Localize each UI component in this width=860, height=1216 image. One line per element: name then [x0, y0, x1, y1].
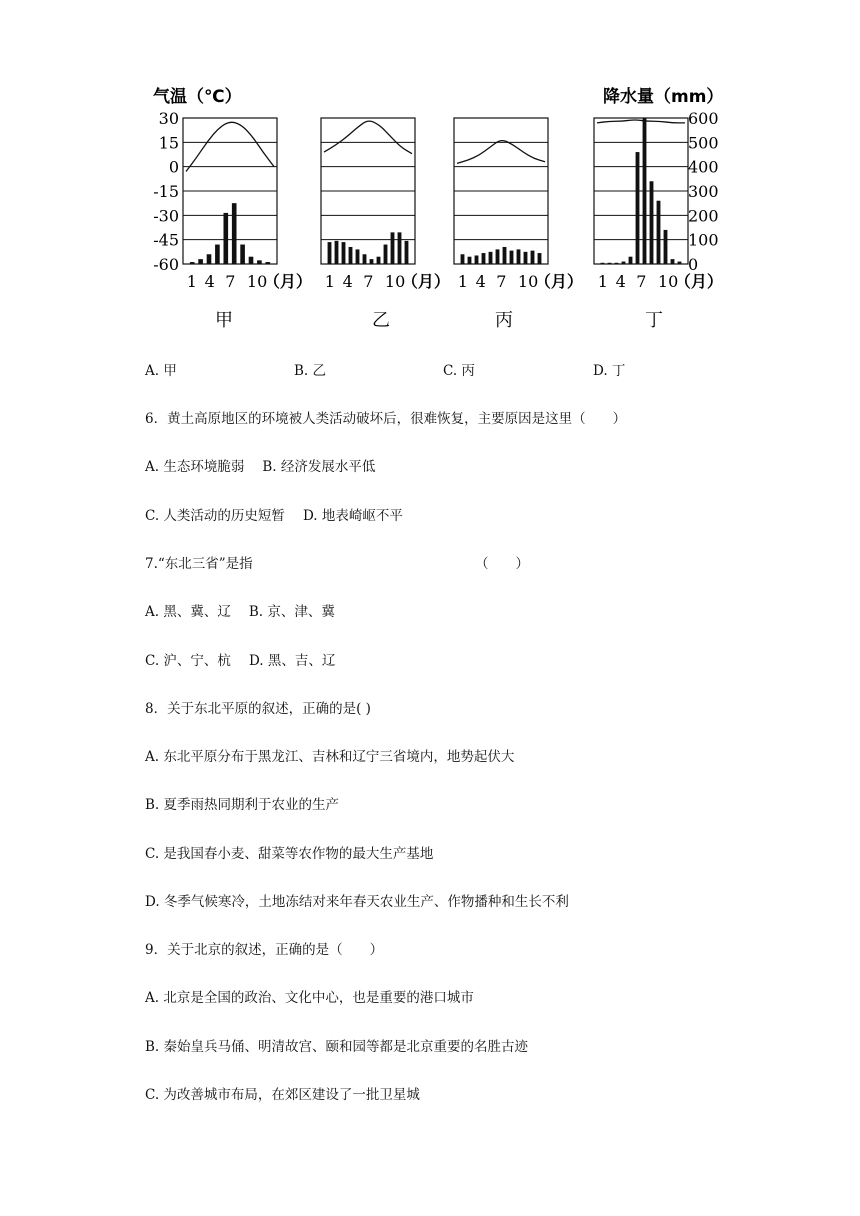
q7-answer-bracket: （ ） [475, 556, 529, 572]
precipitation-bar [496, 249, 500, 264]
precipitation-bar [650, 181, 654, 264]
precipitation-bar [664, 230, 668, 264]
temperature-tick-label: -60 [153, 255, 179, 274]
q5-option-d[interactable]: D. 丁 [593, 363, 626, 379]
q5-option-a[interactable]: A. 甲 [145, 363, 177, 379]
precipitation-tick-label: 500 [688, 133, 719, 153]
month-tick-label: 1 [457, 272, 468, 291]
q9-option-c[interactable]: C. 为改善城市布局，在郊区建设了一批卫星城 [145, 1087, 420, 1103]
q7-option-d[interactable]: D. 黑、吉、辽 [248, 653, 336, 669]
precipitation-bar [190, 262, 195, 264]
precipitation-bar [249, 257, 254, 264]
precipitation-bar [503, 247, 507, 264]
temperature-tick-label: -45 [153, 230, 179, 250]
precipitation-bar [198, 259, 203, 264]
precipitation-bar [257, 260, 262, 264]
precipitation-bar [328, 242, 332, 264]
precipitation-bar [657, 201, 661, 264]
month-tick-label: 4 [204, 272, 215, 291]
precipitation-tick-label: 600 [688, 109, 719, 128]
precipitation-bar [608, 263, 612, 264]
q5-option-c[interactable]: C. 丙 [443, 363, 475, 379]
precipitation-tick-label: 300 [688, 182, 719, 201]
precipitation-bar [363, 254, 367, 264]
precipitation-bar [671, 259, 675, 264]
q7-stem: 7.“东北三省”是指 [145, 556, 253, 572]
month-tick-label: 1 [597, 272, 608, 291]
panel-label: 丁 [645, 310, 663, 331]
q6-option-a[interactable]: A. 生态环境脆弱 [145, 459, 245, 475]
month-tick-label: 10 [246, 272, 268, 291]
precipitation-bar [335, 241, 339, 264]
month-unit-label: （月） [401, 272, 450, 291]
month-unit-label: （月） [674, 272, 723, 291]
q8-stem: 8．关于东北平原的叙述，正确的是( ) [145, 701, 371, 717]
climate-charts-figure [0, 0, 860, 340]
precipitation-bar [517, 249, 521, 264]
temperature-tick-label: 15 [158, 133, 179, 153]
q8-option-b[interactable]: B. 夏季雨热同期利于农业的生产 [145, 797, 340, 813]
precipitation-bar [678, 262, 682, 264]
precipitation-bar [207, 254, 212, 264]
month-tick-label: 7 [363, 272, 374, 291]
month-tick-label: 10 [657, 272, 679, 291]
q9-stem: 9．关于北京的叙述，正确的是（ ） [145, 942, 384, 958]
temperature-curve [186, 122, 274, 171]
q6-option-b[interactable]: B. 经济发展水平低 [262, 459, 376, 475]
precipitation-bar [370, 259, 374, 264]
precipitation-tick-label: 0 [688, 255, 699, 274]
precipitation-bar [510, 251, 514, 264]
panel-label: 乙 [372, 310, 390, 331]
precipitation-bar [223, 213, 228, 264]
q6-stem: 6．黄土高原地区的环境被人类活动破坏后，很难恢复，主要原因是这里（ ） [145, 411, 627, 427]
temperature-tick-label: -15 [153, 182, 179, 201]
month-tick-label: 1 [186, 272, 197, 291]
q9-option-a[interactable]: A. 北京是全国的政治、文化中心，也是重要的港口城市 [145, 990, 474, 1006]
q7-options-row1 [145, 602, 335, 622]
climate-panels [183, 118, 723, 331]
precipitation-bar [538, 253, 542, 264]
temperature-tick-label: 0 [168, 157, 179, 177]
precipitation-bar [377, 257, 381, 264]
q6-options-row1 [145, 457, 375, 477]
month-tick-label: 10 [384, 272, 406, 291]
month-unit-label: （月） [263, 272, 312, 291]
q6-option-c[interactable]: C. 人类活动的历史短暂 [145, 508, 285, 524]
precipitation-bar [215, 245, 220, 264]
precipitation-bar [615, 263, 619, 264]
precipitation-bar [643, 118, 647, 264]
precipitation-bar [461, 254, 465, 264]
panel-label: 丙 [495, 310, 513, 331]
precipitation-bar [384, 245, 388, 264]
precipitation-bar [240, 245, 245, 264]
climate-panel [454, 118, 583, 331]
precipitation-bar [601, 263, 605, 264]
month-tick-label: 4 [475, 272, 486, 291]
precipitation-axis-ticks [688, 109, 719, 274]
precipitation-bar [531, 251, 535, 264]
precipitation-tick-label: 100 [688, 230, 719, 250]
temperature-tick-label: 30 [158, 109, 179, 128]
month-tick-label: 4 [615, 272, 626, 291]
precipitation-bar [391, 232, 395, 264]
temperature-axis-ticks [153, 109, 179, 274]
precipitation-tick-label: 400 [688, 157, 719, 177]
precipitation-bar [622, 262, 626, 264]
q7-option-a[interactable]: A. 黑、冀、辽 [145, 604, 231, 620]
precipitation-bar [232, 203, 237, 264]
month-tick-label: 7 [225, 272, 236, 291]
month-tick-label: 4 [342, 272, 353, 291]
temperature-axis-title: 气温（℃） [153, 87, 242, 107]
climate-panel [183, 118, 312, 331]
precipitation-bar [356, 249, 360, 264]
q6-options-row2 [145, 506, 403, 526]
precipitation-bar [524, 252, 528, 264]
temperature-curve [457, 141, 545, 164]
precipitation-tick-label: 200 [688, 206, 719, 226]
q8-option-d[interactable]: D. 冬季气候寒冷，土地冻结对来年春天农业生产、作物播种和生长不利 [145, 894, 569, 910]
panel-label: 甲 [215, 310, 233, 331]
q5-option-b[interactable]: B. 乙 [294, 363, 327, 379]
month-tick-label: 1 [324, 272, 335, 291]
precipitation-bar [349, 247, 353, 264]
precipitation-bar [636, 152, 640, 264]
precipitation-bar [342, 242, 346, 264]
q8-option-c[interactable]: C. 是我国春小麦、甜菜等农作物的最大生产基地 [145, 846, 434, 862]
q7-option-c[interactable]: C. 沪、宁、杭 [145, 653, 231, 669]
q7-option-b[interactable]: B. 京、津、冀 [248, 604, 335, 620]
precipitation-bar [398, 232, 402, 264]
q7-options-row2 [145, 651, 335, 671]
month-tick-label: 7 [636, 272, 647, 291]
q6-option-d[interactable]: D. 地表崎岖不平 [302, 508, 403, 524]
precipitation-bar [482, 253, 486, 264]
precipitation-bar [468, 257, 472, 264]
temperature-curve [597, 120, 685, 123]
precipitation-bar [489, 252, 493, 264]
precipitation-bar [629, 257, 633, 264]
month-tick-label: 7 [496, 272, 507, 291]
precipitation-bar [265, 262, 270, 264]
temperature-tick-label: -30 [153, 206, 179, 226]
temperature-curve [324, 121, 412, 154]
q9-option-b[interactable]: B. 秦始皇兵马俑、明清故宫、颐和园等都是北京重要的名胜古迹 [145, 1039, 529, 1055]
precipitation-bar [475, 255, 479, 264]
q8-option-a[interactable]: A. 东北平原分布于黑龙江、吉林和辽宁三省境内，地势起伏大 [145, 749, 515, 765]
precipitation-axis-title: 降水量（mm） [603, 87, 724, 107]
month-unit-label: （月） [534, 272, 583, 291]
climate-panel [321, 118, 450, 331]
precipitation-bar [405, 241, 409, 264]
month-tick-label: 10 [517, 272, 539, 291]
